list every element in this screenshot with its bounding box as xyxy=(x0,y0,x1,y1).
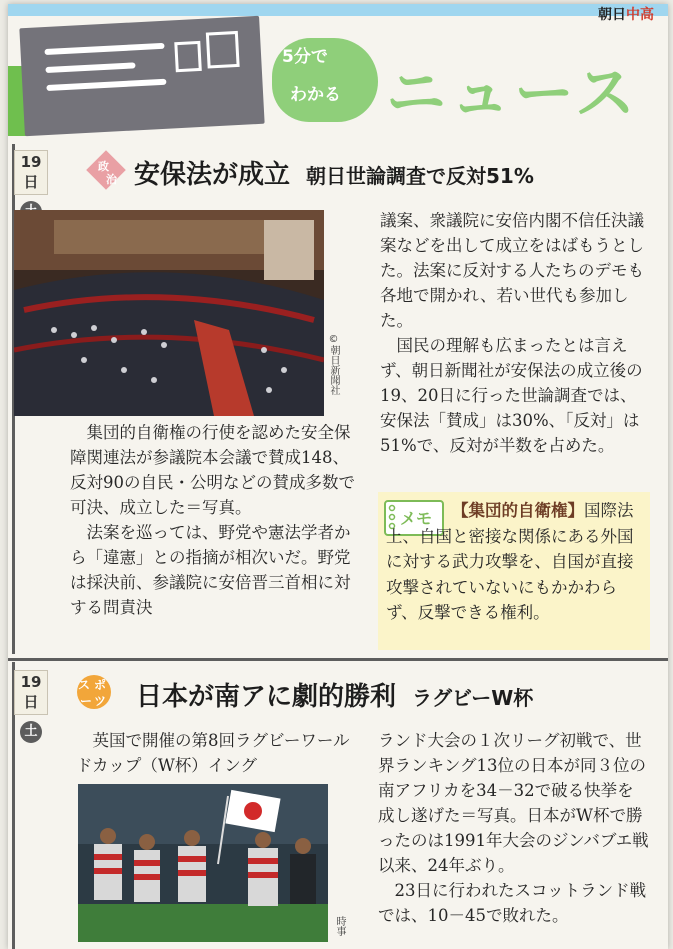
svg-text:ス: ス xyxy=(78,678,91,692)
memo-icon: メモ xyxy=(384,500,444,536)
five-minute-badge: 5分で わかる xyxy=(272,38,378,122)
article2-headline: 日本が南アに劇的勝利 ラグビーW杯 xyxy=(136,682,534,712)
article2-left-column: 英国で開催の第8回ラグビーワールドカップ（W杯）イング xyxy=(76,731,350,775)
svg-text:治: 治 xyxy=(106,173,117,186)
memo-box xyxy=(378,492,650,650)
politics-icon xyxy=(86,150,126,190)
svg-text:ー: ー xyxy=(80,694,93,708)
top-color-strip xyxy=(8,4,668,16)
article1-date: 19日 xyxy=(14,150,48,223)
svg-text:政: 政 xyxy=(98,160,109,173)
article2-right-column: ランド大会の１次リーグ初戦で、世界ランキング13位の日本が同３位の南アフリカを34－32で破る快挙を成し遂げた＝写真。日本がW杯で勝ったのは1991年大会のジンバブエ戦以来、24年ぶり。 23日に行われたスコットランド戦では、10－45で敗れた。 xyxy=(378,731,649,925)
article-divider xyxy=(8,658,668,661)
masthead: 朝日中高 xyxy=(598,7,654,23)
article1-photo-credit: ©朝日新聞社 xyxy=(328,334,339,395)
envelope-illustration xyxy=(19,16,264,136)
article1-left-column: 集団的自衛権の行使を認めた安全保障関連法が参議院本会議で賛成148、反対90の自民・公明などの賛成多数で可決、成立した＝写真。 法案を巡っては、野党や憲法学者から「違憲」との指摘が相次いだ。野党は採決前、参議院に安倍晋三首相に対する問責決 xyxy=(70,423,355,617)
svg-text:ツ: ツ xyxy=(94,694,107,708)
section-title: ニュース xyxy=(386,59,639,129)
sports-icon xyxy=(72,672,112,712)
diet-chamber-photo xyxy=(14,210,324,416)
svg-text:ポ: ポ xyxy=(94,678,107,692)
article1-headline: 安保法が成立 朝日世論調査で反対51% xyxy=(134,160,534,190)
memo-text: 【集団的自衛権】国際法上、自国と密接な関係にある外国に対する武力攻撃を、自国が直接攻撃されていないにもかかわらず、反撃できる権利。 xyxy=(386,501,634,622)
newspaper-page xyxy=(8,4,668,949)
article1-right-column: 議案、衆議院に安倍内閣不信任決議案などを出して成立をはばもうとした。法案に反対する人たちのデモも各地で開かれ、若い世代も参加した。 国民の理解も広まったとは言えず、朝日新聞社が安保法の成立後の19、20日に行った世論調査では、安保法「賛成」は30%、「反対」は51%で、反対が半数を占めた。 xyxy=(380,211,644,455)
article2-photo-credit: 時事 xyxy=(334,916,345,936)
rugby-team-photo xyxy=(78,784,328,942)
article2-date: 19日 土 xyxy=(14,670,48,743)
